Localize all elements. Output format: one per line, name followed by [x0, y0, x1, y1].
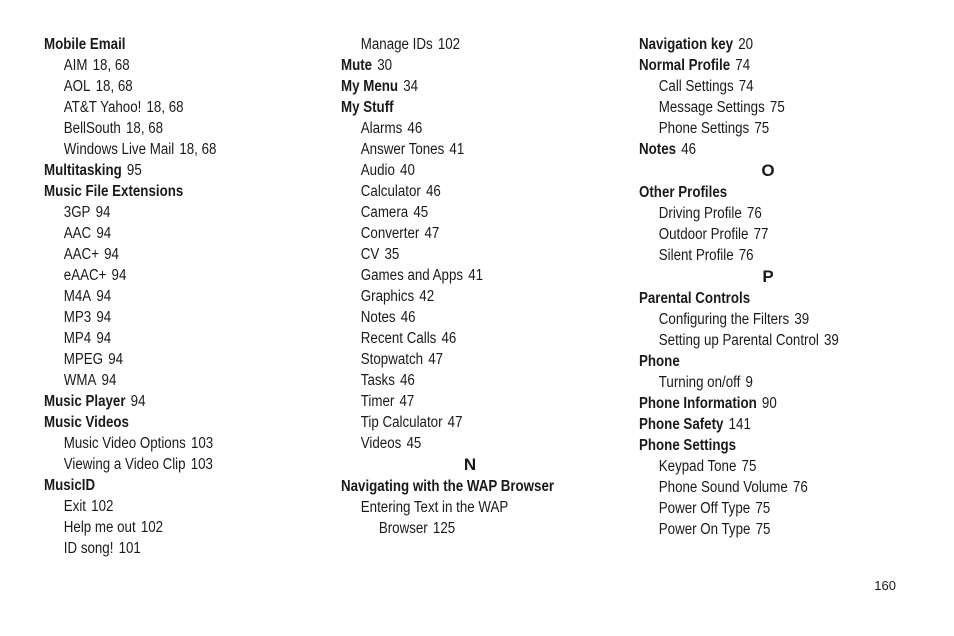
index-column-1 — [44, 34, 334, 559]
index-term: Multitasking — [44, 162, 122, 179]
index-page-ref: 75 — [754, 120, 770, 137]
index-term: AAC — [63, 225, 92, 242]
index-subentry — [341, 307, 590, 328]
index-page-ref: 46 — [400, 309, 416, 326]
index-term: Entering Text in the WAP — [360, 499, 509, 516]
index-term: Games and Apps — [360, 267, 464, 284]
index-page-ref: 102 — [437, 36, 461, 53]
index-subentry — [639, 372, 888, 393]
index-page-ref: 46 — [400, 372, 415, 389]
index-term: MP4 — [63, 330, 92, 347]
index-term: Phone Sound Volume — [658, 479, 788, 496]
index-subentry — [44, 139, 293, 160]
index-term: Other Profiles — [639, 184, 728, 201]
index-page-ref: 41 — [449, 141, 465, 158]
index-section-letter: N — [463, 455, 477, 474]
index-term: BellSouth — [63, 120, 121, 137]
index-term: AT&T Yahoo! — [63, 99, 142, 116]
index-term: Viewing a Video Clip — [63, 456, 186, 473]
index-page-ref: 35 — [384, 246, 400, 263]
index-term: Notes — [639, 141, 677, 158]
index-entry — [341, 76, 590, 97]
index-page-ref: 94 — [130, 393, 146, 410]
index-subentry — [44, 349, 293, 370]
index-term: Music Player — [44, 393, 126, 410]
index-subentry — [44, 244, 293, 265]
index-term: Alarms — [360, 120, 403, 137]
index-page-ref: 47 — [399, 393, 415, 410]
index-term: eAAC+ — [63, 267, 107, 284]
index-term: Tasks — [360, 372, 395, 389]
index-term: Music File Extensions — [44, 183, 184, 200]
index-subentry — [341, 181, 590, 202]
index-page-ref: 45 — [406, 435, 422, 452]
index-page-ref: 102 — [140, 519, 164, 536]
index-term: MPEG — [63, 351, 104, 368]
index-subentry — [44, 307, 293, 328]
index-subentry — [639, 245, 888, 266]
index-term: Keypad Tone — [658, 458, 737, 475]
index-subentry — [639, 309, 888, 330]
page-number: 160 — [874, 578, 896, 593]
index-term: Answer Tones — [360, 141, 445, 158]
index-page-ref: 46 — [425, 183, 441, 200]
index-term: Calculator — [360, 183, 421, 200]
index-entry — [44, 475, 293, 496]
index-page-ref: 46 — [407, 120, 423, 137]
index-term: Recent Calls — [360, 330, 437, 347]
index-page-ref: 94 — [111, 267, 127, 284]
index-page-ref: 94 — [104, 246, 119, 263]
index-term: Music Video Options — [63, 435, 186, 452]
index-term: CV — [360, 246, 380, 263]
index-term: Normal Profile — [639, 57, 731, 74]
index-term: Music Videos — [44, 414, 129, 431]
index-subentry — [341, 433, 590, 454]
index-term: Power On Type — [658, 521, 751, 538]
index-subentry — [44, 286, 293, 307]
index-page-ref: 18, 68 — [146, 99, 184, 116]
index-page-ref: 74 — [738, 78, 754, 95]
index-page-ref: 94 — [96, 330, 112, 347]
index-term: Turning on/off — [658, 374, 741, 391]
index-page-ref: 39 — [794, 311, 810, 328]
index-entry — [639, 182, 888, 203]
index-entry — [639, 55, 888, 76]
index-term: Silent Profile — [658, 247, 734, 264]
index-term: M4A — [63, 288, 92, 305]
index-page-ref: 46 — [681, 141, 697, 158]
index-subentry — [341, 139, 590, 160]
index-entry — [341, 476, 590, 497]
index-entry — [341, 97, 590, 118]
index-entry — [44, 412, 293, 433]
index-term: Tip Calculator — [360, 414, 443, 431]
index-page-ref: 76 — [738, 247, 754, 264]
index-page-ref: 94 — [96, 225, 112, 242]
index-page-ref: 47 — [424, 225, 440, 242]
index-page-ref: 94 — [101, 372, 117, 389]
index-subentry — [341, 497, 590, 518]
index-page-ref: 9 — [745, 374, 753, 391]
index-term: Mobile Email — [44, 36, 126, 53]
index-page-ref: 94 — [95, 204, 111, 221]
index-subentry — [44, 118, 293, 139]
index-page-ref: 141 — [728, 416, 751, 433]
index-subentry — [44, 223, 293, 244]
index-page-ref: 45 — [413, 204, 429, 221]
index-subentry — [44, 328, 293, 349]
index-subentry — [44, 517, 293, 538]
index-term: Power Off Type — [658, 500, 751, 517]
index-subentry — [639, 519, 888, 540]
index-entry — [639, 288, 888, 309]
index-column-3 — [639, 34, 929, 540]
index-term: Phone Settings — [658, 120, 750, 137]
index-term: Phone Information — [639, 395, 757, 412]
index-entry — [44, 34, 293, 55]
index-page-ref: 76 — [746, 205, 762, 222]
index-page-ref: 75 — [741, 458, 757, 475]
index-entry — [639, 414, 888, 435]
index-page-ref: 75 — [769, 99, 785, 116]
index-page-ref: 101 — [118, 540, 141, 557]
index-page-ref: 18, 68 — [126, 120, 164, 137]
index-term: Timer — [360, 393, 395, 410]
index-entry — [639, 139, 888, 160]
index-subentry — [639, 76, 888, 97]
index-subentry — [639, 456, 888, 477]
index-column-2 — [341, 34, 631, 539]
index-subentry — [639, 498, 888, 519]
index-subentry — [341, 328, 590, 349]
index-subentry — [341, 160, 590, 181]
index-term: Navigating with the WAP Browser — [341, 478, 555, 495]
index-page-ref: 76 — [792, 479, 808, 496]
index-entry — [639, 393, 888, 414]
index-term: Configuring the Filters — [658, 311, 790, 328]
index-term: ID song! — [63, 540, 114, 557]
index-subentry — [341, 244, 590, 265]
index-subentry — [44, 97, 293, 118]
index-page-ref: 94 — [108, 351, 124, 368]
index-page-ref: 18, 68 — [92, 57, 130, 74]
index-entry — [639, 351, 888, 372]
index-term: AOL — [63, 78, 91, 95]
index-term: Videos — [360, 435, 402, 452]
index-term: WMA — [63, 372, 97, 389]
index-page-ref: 42 — [419, 288, 435, 305]
index-term: Exit — [63, 498, 87, 515]
index-page-ref: 102 — [91, 498, 114, 515]
index-term: Manage IDs — [360, 36, 433, 53]
index-subentry — [44, 433, 293, 454]
index-term: Converter — [360, 225, 420, 242]
index-page-ref: 94 — [96, 288, 112, 305]
index-page-ref: 47 — [428, 351, 444, 368]
index-subentry — [341, 223, 590, 244]
index-subentry — [341, 118, 590, 139]
index-subentry — [639, 330, 888, 351]
index-page-ref: 18, 68 — [179, 141, 217, 158]
index-term: Navigation key — [639, 36, 734, 53]
index-page-ref: 103 — [190, 435, 214, 452]
index-term: My Stuff — [341, 99, 394, 116]
index-page-ref: 34 — [403, 78, 419, 95]
index-term: Help me out — [63, 519, 136, 536]
index-term: Mute — [341, 57, 373, 74]
index-page-ref: 90 — [761, 395, 777, 412]
index-subentry — [341, 202, 590, 223]
index-term: MP3 — [63, 309, 92, 326]
index-term: Graphics — [360, 288, 415, 305]
index-page-ref: 75 — [755, 521, 771, 538]
index-entry — [341, 55, 590, 76]
index-subentry — [341, 412, 590, 433]
index-entry — [44, 160, 293, 181]
index-subentry — [44, 370, 293, 391]
index-entry — [639, 435, 888, 456]
index-term: Parental Controls — [639, 290, 751, 307]
index-page-ref: 125 — [432, 520, 456, 537]
index-page-ref: 75 — [755, 500, 771, 517]
index-entry — [44, 391, 293, 412]
index-subentry — [44, 76, 293, 97]
index-term: Call Settings — [658, 78, 734, 95]
index-term: Phone Settings — [639, 437, 737, 454]
index-page-ref: 95 — [126, 162, 142, 179]
index-term: My Menu — [341, 78, 399, 95]
index-term: Camera — [360, 204, 409, 221]
index-subentry — [341, 286, 590, 307]
index-term: Message Settings — [658, 99, 765, 116]
index-page-ref: 47 — [447, 414, 463, 431]
index-term: 3GP — [63, 204, 91, 221]
index-subentry — [639, 203, 888, 224]
index-subentry — [44, 538, 293, 559]
index-term: Audio — [360, 162, 395, 179]
index-term: Windows Live Mail — [63, 141, 175, 158]
index-subentry — [44, 265, 293, 286]
index-page-ref: 103 — [190, 456, 213, 473]
index-subentry — [341, 370, 590, 391]
index-page-ref: 30 — [377, 57, 393, 74]
index-subentry — [341, 349, 590, 370]
index-subentry — [639, 118, 888, 139]
index-subentry — [44, 202, 293, 223]
index-page-ref: 18, 68 — [95, 78, 133, 95]
index-term: Browser — [378, 520, 428, 537]
index-page-ref: 40 — [400, 162, 415, 179]
index-subentry — [341, 391, 590, 412]
index-term: MusicID — [44, 477, 96, 494]
index-page-ref: 74 — [735, 57, 751, 74]
index-subentry — [44, 55, 293, 76]
index-subentry — [639, 97, 888, 118]
index-page-ref: 39 — [824, 332, 839, 349]
index-section-letter: O — [761, 161, 775, 180]
index-subentry — [44, 454, 293, 475]
index-page-ref: 46 — [441, 330, 457, 347]
index-term: Notes — [360, 309, 396, 326]
index-term: Stopwatch — [360, 351, 424, 368]
index-subentry — [44, 496, 293, 517]
index-subentry — [341, 34, 590, 55]
index-page-ref: 41 — [468, 267, 484, 284]
index-term: Outdoor Profile — [658, 226, 749, 243]
index-subentry — [639, 477, 888, 498]
index-term: AIM — [63, 57, 88, 74]
index-section-letter: P — [762, 267, 774, 286]
index-subentry — [341, 518, 590, 539]
index-subentry — [639, 224, 888, 245]
index-term: Driving Profile — [658, 205, 742, 222]
index-entry — [639, 34, 888, 55]
index-term: Phone Safety — [639, 416, 724, 433]
index-page-ref: 20 — [738, 36, 754, 53]
index-subentry — [341, 265, 590, 286]
index-page-ref: 94 — [96, 309, 112, 326]
index-entry — [44, 181, 293, 202]
index-page-ref: 77 — [753, 226, 769, 243]
index-term: Setting up Parental Control — [658, 332, 819, 349]
index-term: Phone — [639, 353, 680, 370]
index-term: AAC+ — [63, 246, 99, 263]
